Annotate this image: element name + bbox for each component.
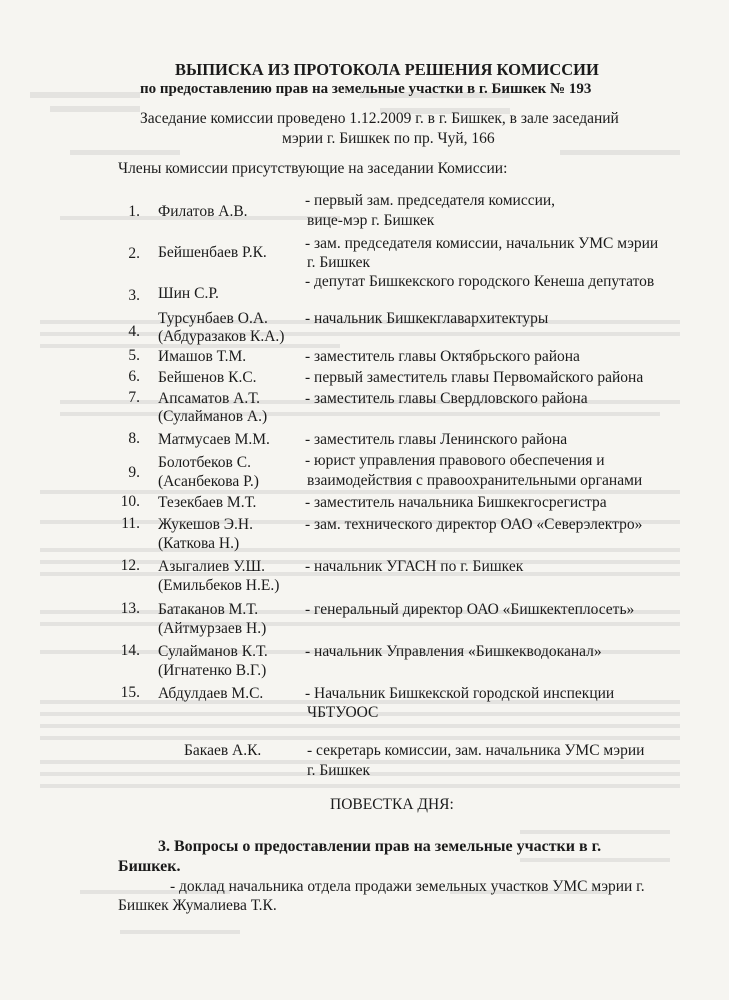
document-subtitle: по предоставлению прав на земельные участки в г. Бишкек № 193 (140, 81, 592, 97)
member-number: 12. (120, 557, 140, 574)
member-role: - депутат Бишкекского городского Кенеша депутатов (305, 273, 655, 290)
member-role: - Начальник Бишкекской городской инспекции (305, 685, 615, 702)
member-role: - генеральный директор ОАО «Бишкектеплосеть» (305, 601, 635, 618)
member-role: - юрист управления правового обеспечения и (305, 452, 605, 469)
member-name: Имашов Т.М. (158, 348, 247, 365)
member-number: 15. (120, 684, 140, 701)
member-role: - начальник УГАСН по г. Бишкек (305, 558, 524, 575)
document-title: ВЫПИСКА ИЗ ПРОТОКОЛА РЕШЕНИЯ КОМИССИИ (175, 60, 599, 79)
member-substitute: (Каткова Н.) (158, 535, 240, 552)
member-number: 3. (128, 287, 140, 304)
member-role: - начальник Бишкекглавархитектуры (305, 310, 549, 327)
member-substitute: (Игнатенко В.Г.) (158, 662, 267, 679)
member-number: 8. (128, 430, 140, 447)
member-role: - заместитель начальника Бишкекгосрегистра (305, 494, 607, 511)
members-heading: Члены комиссии присутствующие на заседании Комиссии: (118, 160, 508, 177)
member-substitute: (Сулайманов А.) (158, 408, 268, 425)
member-number: 11. (121, 515, 140, 532)
report-line-2: Бишкек Жумалиева Т.К. (118, 897, 277, 914)
secretary-name: Бакаев А.К. (184, 742, 262, 759)
member-number: 13. (120, 600, 140, 617)
member-name: Бейшенов К.С. (158, 369, 257, 386)
member-role: - заместитель главы Свердловского района (305, 390, 588, 407)
member-name: Тезекбаев М.Т. (158, 494, 257, 511)
agenda-item-line-2: Бишкек. (118, 858, 181, 875)
member-name: Батаканов М.Т. (158, 601, 259, 618)
agenda-heading: ПОВЕСТКА ДНЯ: (330, 796, 454, 813)
member-number: 9. (128, 464, 140, 481)
member-role: - первый зам. председателя комиссии, (305, 192, 556, 209)
member-number: 6. (128, 368, 140, 385)
member-role-cont: взаимодействия с правоохранительными органами (307, 472, 643, 489)
member-name: Филатов А.В. (158, 203, 248, 220)
meeting-info-line-2: мэрии г. Бишкек по пр. Чуй, 166 (282, 130, 495, 147)
member-number: 1. (128, 203, 140, 220)
report-line-1: - доклад начальника отдела продажи земельных участков УМС мэрии г. (170, 878, 645, 895)
member-name: Бейшенбаев Р.К. (158, 244, 267, 261)
member-role: - заместитель главы Ленинского района (305, 431, 568, 448)
member-number: 7. (128, 389, 140, 406)
member-name: Шин С.Р. (158, 285, 219, 302)
member-name: Турсунбаев О.А. (158, 310, 268, 327)
member-role: - начальник Управления «Бишкекводоканал» (305, 643, 602, 660)
secretary-role: - секретарь комиссии, зам. начальника УМС мэрии (307, 742, 645, 759)
member-name: Сулайманов К.Т. (158, 643, 268, 660)
member-name: Абдулдаев М.С. (158, 685, 264, 702)
member-name: Болотбеков С. (158, 454, 251, 471)
agenda-item-line-1: 3. Вопросы о предоставлении прав на земельные участки в г. (158, 838, 602, 855)
member-name: Азыгалиев У.Ш. (158, 558, 266, 575)
member-substitute: (Айтмурзаев Н.) (158, 620, 267, 637)
meeting-info-line-1: Заседание комиссии проведено 1.12.2009 г. в г. Бишкек, в зале заседаний (140, 110, 619, 127)
member-number: 10. (120, 493, 140, 510)
member-role: - зам. председателя комиссии, начальник УМС мэрии (305, 235, 659, 252)
member-number: 2. (128, 245, 140, 262)
member-role: - заместитель главы Октябрьского района (305, 348, 580, 365)
secretary-role-cont: г. Бишкек (307, 762, 371, 779)
member-name: Матмусаев М.М. (158, 431, 270, 448)
member-role: - зам. технического директор ОАО «Северэлектро» (305, 516, 643, 533)
member-substitute: (Асанбекова Р.) (158, 473, 259, 490)
member-role-cont: г. Бишкек (307, 254, 371, 271)
member-role: - первый заместитель главы Первомайского района (305, 369, 644, 386)
member-role-cont: вице-мэр г. Бишкек (307, 212, 435, 229)
member-number: 14. (120, 642, 140, 659)
member-role-cont: ЧБТУООС (307, 704, 379, 721)
member-substitute: (Абдуразаков К.А.) (158, 328, 285, 345)
member-number: 5. (128, 347, 140, 364)
member-substitute: (Емильбеков Н.Е.) (158, 577, 280, 594)
member-name: Апсаматов А.Т. (158, 390, 260, 407)
member-name: Жукешов Э.Н. (158, 516, 253, 533)
member-number: 4. (128, 323, 140, 340)
